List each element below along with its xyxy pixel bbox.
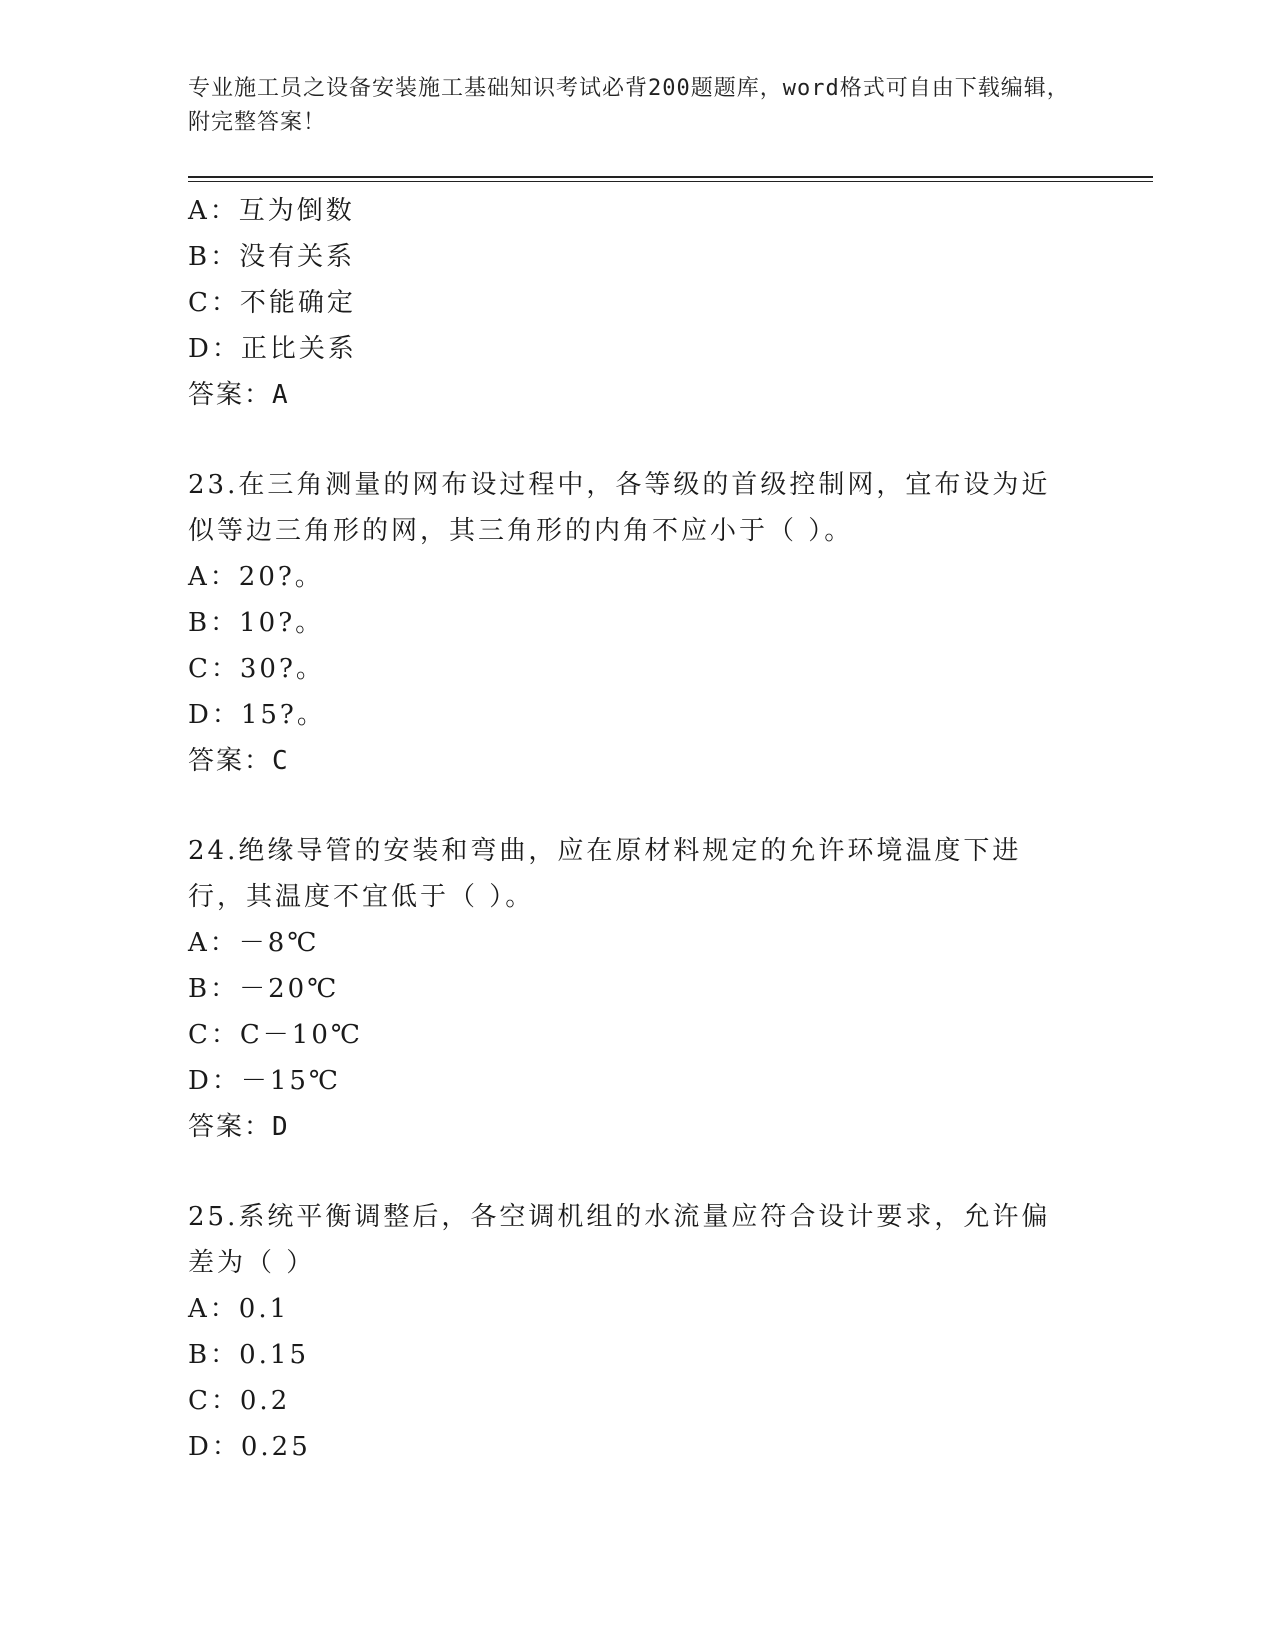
option-c: C：C－10℃ bbox=[188, 1020, 363, 1050]
question-25 bbox=[188, 1194, 1078, 1470]
option-c: C：0.2 bbox=[188, 1386, 291, 1416]
header-rule-thin bbox=[188, 181, 1153, 182]
option-c: C：30?。 bbox=[188, 654, 325, 684]
question-stem: 23.在三角测量的网布设过程中，各等级的首级控制网，宜布设为近似等边三角形的网，其三角形的内角不应小于（ ）。 bbox=[188, 470, 1051, 546]
question-22-tail bbox=[188, 188, 1078, 418]
answer-line: 答案：D bbox=[188, 1112, 290, 1142]
question-23 bbox=[188, 462, 1078, 784]
option-a: A：－8℃ bbox=[188, 928, 320, 958]
question-24 bbox=[188, 828, 1078, 1150]
option-d: D：－15℃ bbox=[188, 1066, 342, 1096]
option-a: A：0.1 bbox=[188, 1294, 290, 1324]
option-d: D：0.25 bbox=[188, 1432, 311, 1462]
option-c: C：不能确定 bbox=[188, 288, 356, 318]
option-d: D：正比关系 bbox=[188, 334, 357, 364]
answer-line: 答案：A bbox=[188, 380, 290, 410]
question-stem: 25.系统平衡调整后，各空调机组的水流量应符合设计要求，允许偏差为（ ） bbox=[188, 1202, 1051, 1278]
answer-line: 答案：C bbox=[188, 746, 290, 776]
option-d: D：15?。 bbox=[188, 700, 326, 730]
question-stem: 24.绝缘导管的安装和弯曲，应在原材料规定的允许环境温度下进行，其温度不宜低于（ ）。 bbox=[188, 836, 1022, 912]
option-a: A：互为倒数 bbox=[188, 196, 355, 226]
header-rule-thick bbox=[188, 176, 1153, 178]
option-b: B：－20℃ bbox=[188, 974, 340, 1004]
option-b: B：10?。 bbox=[188, 608, 325, 638]
document-header: 专业施工员之设备安装施工基础知识考试必背200题题库，word格式可自由下载编辑，附完整答案！ bbox=[188, 76, 1070, 135]
option-b: B：没有关系 bbox=[188, 242, 356, 272]
question-list bbox=[188, 188, 1078, 1470]
option-b: B：0.15 bbox=[188, 1340, 309, 1370]
option-a: A：20?。 bbox=[188, 562, 324, 592]
